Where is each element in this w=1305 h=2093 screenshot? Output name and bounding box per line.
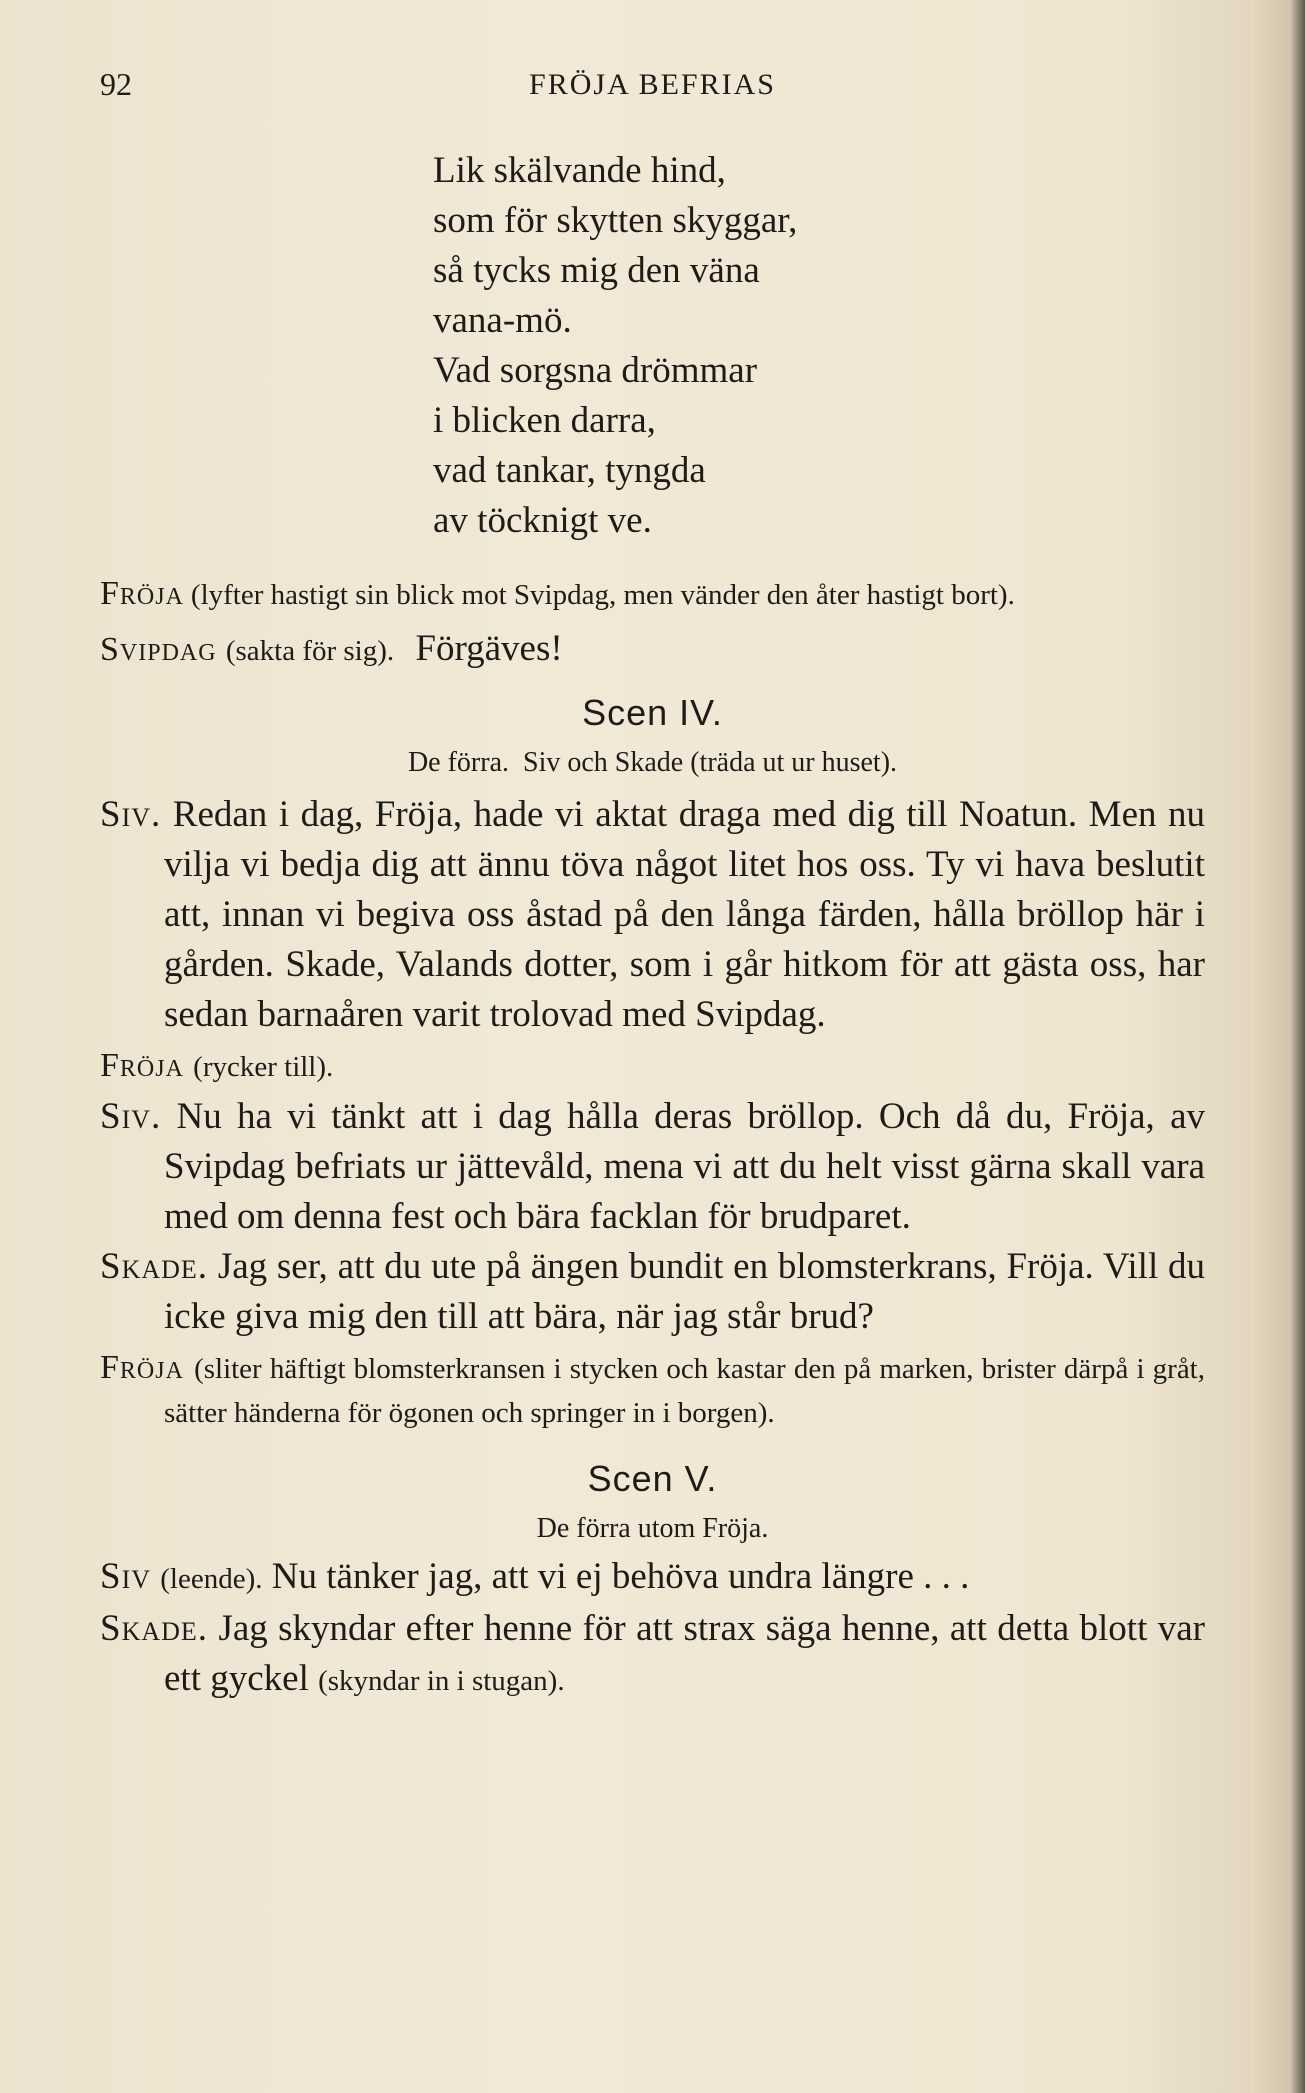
speaker-name: Svipdag — [100, 631, 217, 668]
speaker-name: Fröja — [100, 1349, 184, 1386]
running-title: FRÖJA BEFRIAS — [529, 68, 776, 101]
verse-line: så tycks mig den väna — [433, 250, 760, 291]
page-number: 92 — [100, 66, 132, 102]
running-header — [100, 66, 1205, 106]
verse-line: Vad sorgsna drömmar — [433, 350, 758, 391]
speech-text: Nu tänker jag, att vi ej behöva undra längre . . . — [271, 1556, 970, 1597]
speech-text: Jag skyndar efter henne för att strax säga henne, att detta blott var ett gyckel — [164, 1608, 1205, 1699]
speech-text: Nu ha vi tänkt att i dag hålla deras bröllop. Och då du, Fröja, av Svipdag befriats ur jättevåld, mena vi att du helt visst gärna skall vara med om denna fest och bära facklan för brudparet. — [164, 1096, 1205, 1237]
stage-direction: (leende). — [160, 1563, 263, 1595]
speech-text: Förgäves! — [415, 628, 563, 669]
verse-line: Lik skälvande hind, — [433, 150, 726, 191]
dialogue — [100, 572, 1205, 1706]
speaker-name: Siv — [100, 1556, 152, 1597]
speech-skade-2 — [100, 1604, 1205, 1706]
speech-text: Redan i dag, Fröja, hade vi aktat draga med dig till Noatun. Men nu vilja vi bedja dig att ännu töva något litet hos oss. Ty vi hava beslutit att, innan vi begiva oss åstad på den långa färden, hålla bröllop här i gården. Skade, Valands dotter, som i går hitkom för att gästa oss, har sedan barnaåren varit trolovad med Svipdag. — [164, 794, 1205, 1035]
scene-heading: Scen V. — [587, 1458, 718, 1499]
speaker-name: Fröja — [100, 575, 184, 612]
verse-line: vad tankar, tyngda — [433, 450, 706, 491]
speaker-name: Siv. — [100, 794, 162, 835]
page-edge — [1289, 0, 1305, 2093]
scene-heading: Scen IV. — [582, 692, 723, 733]
stage-direction: (lyfter hastigt sin blick mot Svipdag, men vänder den åter hastigt bort). — [190, 579, 1015, 611]
speech-svipdag — [100, 624, 1205, 676]
stage-direction: (sakta för sig). — [225, 635, 395, 667]
speech-siv-3 — [100, 1552, 1205, 1604]
speaker-name: Siv. — [100, 1096, 162, 1137]
speech-siv-1 — [100, 790, 1205, 1040]
speech-siv-2 — [100, 1092, 1205, 1242]
stage-direction: (skyndar in i stugan). — [318, 1665, 565, 1697]
stage-direction: (rycker till). — [193, 1051, 334, 1083]
speech-skade-1 — [100, 1242, 1205, 1342]
scene-cast: De förra utom Fröja. — [536, 1513, 769, 1544]
speech-froja-1 — [100, 572, 1205, 618]
stage-direction: (sliter häftigt blomsterkransen i stycken och kastar den på marken, brister därpå i gråt, sätter händerna för ögonen och springer in i borgen). — [164, 1353, 1205, 1429]
verse-line: av töcknigt ve. — [433, 500, 652, 541]
verse-line: vana-mö. — [433, 300, 572, 341]
speaker-name: Skade. — [100, 1246, 209, 1287]
speaker-name: Fröja — [100, 1047, 184, 1084]
speaker-name: Skade. — [100, 1608, 209, 1649]
verse-stanza — [433, 146, 797, 546]
speech-froja-3 — [100, 1346, 1205, 1434]
speech-froja-2 — [100, 1040, 1205, 1092]
verse-line: som för skytten skyggar, — [433, 200, 798, 241]
scene-cast: De förra. Siv och Skade (träda ut ur huset). — [407, 747, 898, 778]
verse-line: i blicken darra, — [433, 400, 656, 441]
speech-text: Jag ser, att du ute på ängen bundit en blomsterkrans, Fröja. Vill du icke giva mig den till att bära, när jag står brud? — [164, 1246, 1206, 1337]
